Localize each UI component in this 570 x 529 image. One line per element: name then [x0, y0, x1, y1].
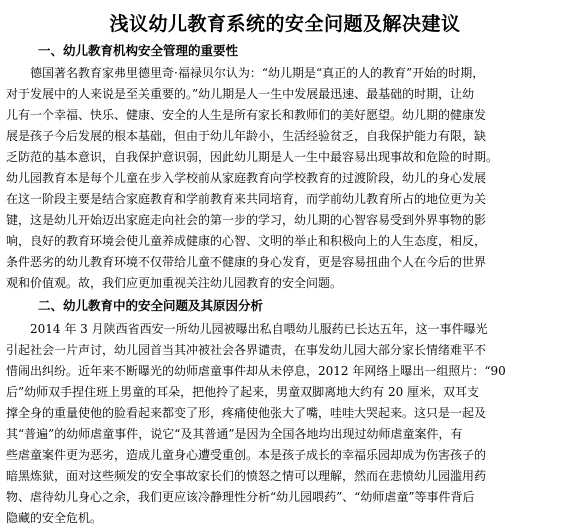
paragraph-line: 撑全身的重量使他的脸看起来都变了形，疼痛使他张大了嘴，哇哇大哭起来。这只是一起及 — [6, 406, 487, 420]
paragraph-line: 观和价值观。故，我们应更加重视关注幼儿园教育的安全问题。 — [6, 276, 343, 290]
paragraph-line: 儿有一个幸福、快乐、健康、安全的人生是所有家长和教师们的美好愿望。幼儿期的健康发 — [6, 108, 487, 122]
paragraph-line: 乏防范的基本意识，自我保护意识弱，因此幼儿期是人一生中最容易出现事故和危险的时期。 — [6, 150, 499, 164]
paragraph-line: 些虐童案件更为恶劣，造成儿童身心遭受重创。本是孩子成长的幸福乐园却成为伤害孩子的 — [6, 448, 487, 462]
paragraph-line: 2014 年 3 月陕西省西安一所幼儿园被曝出私自喂幼儿服药已长达五年，这一事件曝光 — [30, 322, 488, 336]
paragraph-line: 惜闹出纠纷。近年来不断曝光的幼师虐童事件却从未停息，2012 年网络上曝出一组照片：“90 — [6, 364, 506, 378]
section2-heading: 二、幼儿教育中的安全问题及其原因分析 — [38, 298, 264, 313]
paragraph-line: 响，良好的教育环境会使儿童养成健康的心智、文明的举止和积极向上的人生态度，相反， — [6, 234, 487, 248]
document-title: 浅议幼儿教育系统的安全问题及解决建议 — [109, 13, 461, 35]
paragraph-line: 条件恶劣的幼儿教育环境不仅带给儿童不健康的身心发育，更是容易扭曲个人在今后的世界 — [6, 255, 487, 269]
paragraph-line: 暗黑炼狱，面对这些频发的安全事故家长们的愤怒之情可以理解，然而在悲愤幼儿园滥用药 — [6, 469, 487, 483]
paragraph-line: 后”幼师双手捏住班上男童的耳朵，把他拎了起来，男童双脚离地大约有 20 厘米，双耳支 — [6, 385, 480, 399]
paragraph-line: 德国著名教育家弗里德里奇·福禄贝尔认为：“幼儿期是“真正的人的教育”开始的时期， — [30, 66, 485, 80]
paragraph-line: 隐藏的安全危机。 — [6, 511, 103, 525]
paragraph-line: 引起社会一片声讨，幼儿园首当其冲被社会各界谴责，在事发幼儿园大部分家长情绪难平不 — [6, 343, 487, 357]
paragraph-line: 展是孩子今后发展的根本基础，但由于幼儿年龄小，生活经验贫乏，自我保护能力有限，缺 — [6, 129, 487, 143]
paragraph-line: 幼儿园教育本是每个儿童在步入学校前从家庭教育向学校教育的过渡阶段，幼儿的身心发展 — [6, 171, 487, 185]
paragraph-line: 键，这是幼儿开始迈出家庭走向社会的第一步的学习，幼儿期的心智容易受到外界事物的影 — [6, 213, 487, 227]
paragraph-line: 其“普遍”的幼师虐童事件，说它“及其普通”是因为全国各地均出现过幼师虐童案件，有 — [6, 427, 463, 441]
paragraph-line: 物、虐待幼儿身心之余，我们更应该冷静理性分析“幼儿园喂药”、“幼师虐童”等事件背后 — [6, 490, 475, 504]
paragraph-line: 对于发展中的人来说是至关重要的。”幼儿期是人一生中发展最迅速、最基础的时期，让幼 — [6, 87, 475, 101]
paragraph-line: 在这一阶段主要是结合家庭教育和学前教育来共同培育，而学前幼儿教育所占的地位更为关 — [6, 192, 487, 206]
section1-heading: 一、幼儿教育机构安全管理的重要性 — [38, 43, 239, 58]
